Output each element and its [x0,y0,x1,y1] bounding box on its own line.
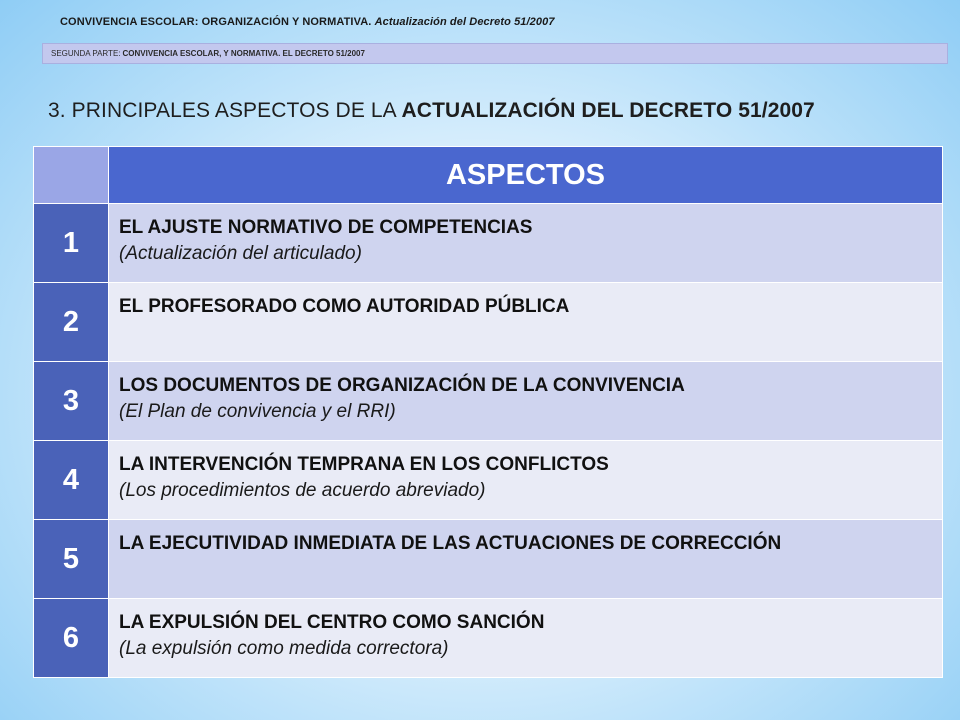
table-row [34,599,943,678]
row-main-text: LA EJECUTIVIDAD INMEDIATA DE LAS ACTUACIONES DE CORRECCIÓN [119,533,782,554]
row-content [109,599,943,678]
row-content [109,283,943,362]
row-main-text: EL PROFESORADO COMO AUTORIDAD PÚBLICA [119,296,570,317]
heading-normal: 3. PRINCIPALES ASPECTOS DE LA [48,99,396,122]
table-row [34,204,943,283]
table-row [34,441,943,520]
row-content [109,362,943,441]
row-content [109,520,943,599]
column-header: ASPECTOS [109,147,943,204]
row-number: 4 [34,441,109,520]
row-content [109,441,943,520]
row-sub-text: (Los procedimientos de acuerdo abreviado) [119,480,486,501]
page-heading [48,99,815,123]
section-bar [42,43,948,64]
document-header [60,16,555,28]
aspects-table [33,146,943,678]
row-number: 5 [34,520,109,599]
row-number: 6 [34,599,109,678]
table-row [34,520,943,599]
section-title: CONVIVENCIA ESCOLAR, Y NORMATIVA. EL DECRETO 51/2007 [122,49,365,58]
header-corner-cell [34,147,109,204]
row-content [109,204,943,283]
row-main-text: LA EXPULSIÓN DEL CENTRO COMO SANCIÓN [119,612,545,633]
header-title: CONVIVENCIA ESCOLAR: ORGANIZACIÓN Y NORMATIVA. [60,16,372,28]
table-row [34,362,943,441]
row-sub-text: (El Plan de convivencia y el RRI) [119,401,396,422]
table-header-row [34,147,943,204]
row-main-text: LA INTERVENCIÓN TEMPRANA EN LOS CONFLICTOS [119,454,609,475]
row-main-text: LOS DOCUMENTOS DE ORGANIZACIÓN DE LA CONVIVENCIA [119,375,685,396]
row-number: 3 [34,362,109,441]
row-number: 1 [34,204,109,283]
header-subtitle: Actualización del Decreto 51/2007 [374,16,555,28]
row-number: 2 [34,283,109,362]
heading-bold: ACTUALIZACIÓN DEL DECRETO 51/2007 [401,99,815,122]
section-prefix: SEGUNDA PARTE: [51,49,121,58]
row-main-text: EL AJUSTE NORMATIVO DE COMPETENCIAS [119,217,533,238]
table-row [34,283,943,362]
row-sub-text: (Actualización del articulado) [119,243,362,264]
row-sub-text: (La expulsión como medida correctora) [119,638,449,659]
